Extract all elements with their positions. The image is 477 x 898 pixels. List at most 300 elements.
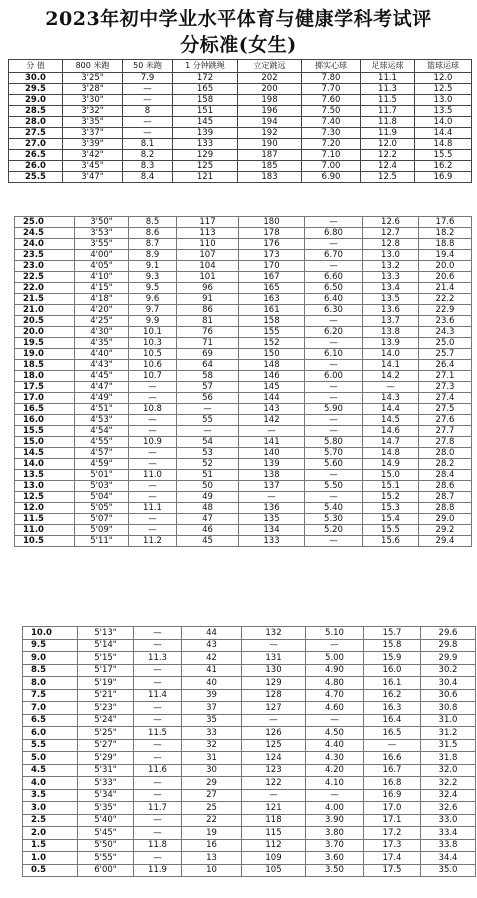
table-row [9, 73, 472, 84]
table-cell: 146 [239, 371, 305, 382]
score-cell: 4.0 [23, 777, 78, 790]
table-row [15, 272, 472, 283]
table-cell: 121 [173, 172, 238, 183]
table-cell: 125 [173, 161, 238, 172]
table-row [23, 639, 476, 652]
table-cell: 5'33" [78, 777, 134, 790]
table-cell: 125 [242, 739, 306, 752]
table-cell: 15.1 [363, 481, 419, 492]
table-cell: — [306, 714, 364, 727]
table-cell: 16.2 [364, 689, 421, 702]
table-cell: 118 [242, 814, 306, 827]
table-cell: 7.50 [302, 106, 361, 117]
table-cell: 21.4 [419, 283, 472, 294]
table-cell: 200 [238, 84, 302, 95]
table-cell: 3'35" [63, 117, 123, 128]
table-header-row [9, 60, 472, 73]
table-cell: — [306, 639, 364, 652]
score-cell: 23.5 [15, 250, 75, 261]
table-cell: 190 [238, 139, 302, 150]
table-cell: 54 [177, 437, 239, 448]
table-cell: 5'11" [75, 536, 129, 547]
table-cell: 131 [242, 652, 306, 665]
table-cell: 46 [177, 525, 239, 536]
table-cell: 17.2 [364, 827, 421, 840]
table-cell: 117 [177, 217, 239, 228]
table-cell: 127 [242, 702, 306, 715]
table-cell: 28.2 [419, 459, 472, 470]
score-cell: 8.5 [23, 664, 78, 677]
table-cell: 13 [182, 852, 242, 865]
table-cell: 8.9 [129, 250, 177, 261]
table-cell: 3'32" [63, 106, 123, 117]
table-cell: 5'25" [78, 727, 134, 740]
table-cell: 3'37" [63, 128, 123, 139]
table-cell: 52 [177, 459, 239, 470]
table-cell: 3'42" [63, 150, 123, 161]
score-cell: 22.5 [15, 272, 75, 283]
table-cell: 6.00 [305, 371, 363, 382]
table-cell: 14.0 [363, 349, 419, 360]
score-cell: 21.0 [15, 305, 75, 316]
table-cell: 12.4 [361, 161, 415, 172]
table-cell: 27.6 [419, 415, 472, 426]
table-cell: 138 [239, 470, 305, 481]
table-cell: 180 [239, 217, 305, 228]
table-cell: 5.40 [305, 503, 363, 514]
table-cell: 4'40" [75, 349, 129, 360]
table-cell: 42 [182, 652, 242, 665]
table-cell: 16.7 [364, 764, 421, 777]
table-row [9, 150, 472, 161]
table-cell: 31.0 [421, 714, 476, 727]
table-cell: 19.4 [419, 250, 472, 261]
table-cell: 76 [177, 327, 239, 338]
table-cell: 11.2 [129, 536, 177, 547]
table-row [15, 228, 472, 239]
table-row [23, 789, 476, 802]
table-cell: 4'54" [75, 426, 129, 437]
score-cell: 6.5 [23, 714, 78, 727]
table-cell: 15.0 [363, 470, 419, 481]
table-cell: 28.4 [419, 470, 472, 481]
table-cell: 3.60 [306, 852, 364, 865]
table-cell: 58 [177, 371, 239, 382]
table-row [15, 283, 472, 294]
table-cell: 165 [173, 84, 238, 95]
table-cell: — [123, 128, 173, 139]
table-cell: 81 [177, 316, 239, 327]
table-cell: — [134, 627, 182, 640]
table-row [15, 305, 472, 316]
table-cell: 9.5 [129, 283, 177, 294]
table-cell: 4.60 [306, 702, 364, 715]
table-cell: 14.8 [415, 139, 472, 150]
table-cell: 8.6 [129, 228, 177, 239]
table-cell: 183 [238, 172, 302, 183]
score-cell: 3.5 [23, 789, 78, 802]
table-cell: 5'01" [75, 470, 129, 481]
table-cell: 69 [177, 349, 239, 360]
table-cell: 30.8 [421, 702, 476, 715]
table-cell: 115 [242, 827, 306, 840]
table-cell: 91 [177, 294, 239, 305]
table-cell: 24.3 [419, 327, 472, 338]
table-cell: 4'51" [75, 404, 129, 415]
table-cell: 4.50 [306, 727, 364, 740]
table-cell: 16.2 [415, 161, 472, 172]
table-row [15, 536, 472, 547]
table-cell: — [134, 739, 182, 752]
table-cell: 4'59" [75, 459, 129, 470]
table-cell: 15.7 [364, 627, 421, 640]
table-cell: 6.50 [305, 283, 363, 294]
table-cell: 44 [182, 627, 242, 640]
table-cell: — [129, 459, 177, 470]
table-cell: 3'28" [63, 84, 123, 95]
score-cell: 16.5 [15, 404, 75, 415]
table-row [15, 371, 472, 382]
table-row [23, 839, 476, 852]
score-cell: 14.0 [15, 459, 75, 470]
score-cell: 3.0 [23, 802, 78, 815]
table-row [15, 492, 472, 503]
table-cell: 135 [239, 514, 305, 525]
table-cell: 16.3 [364, 702, 421, 715]
score-table-top [8, 59, 472, 183]
column-header: 足球运球 [361, 60, 415, 73]
table-cell: 10.7 [129, 371, 177, 382]
table-cell: 27.3 [419, 382, 472, 393]
table-cell: 13.6 [363, 305, 419, 316]
table-cell: 5.60 [305, 459, 363, 470]
table-cell: — [305, 217, 363, 228]
table-cell: 18.2 [419, 228, 472, 239]
table-cell: 140 [239, 448, 305, 459]
table-cell: — [129, 492, 177, 503]
table-row [15, 437, 472, 448]
table-cell: 53 [177, 448, 239, 459]
table-cell: 7.60 [302, 95, 361, 106]
table-cell: 30.4 [421, 677, 476, 690]
table-cell: 101 [177, 272, 239, 283]
table-cell: 14.4 [415, 128, 472, 139]
table-cell: 16 [182, 839, 242, 852]
table-cell: 6.40 [305, 294, 363, 305]
table-cell: 32.0 [421, 764, 476, 777]
table-cell: 7.30 [302, 128, 361, 139]
score-cell: 16.0 [15, 415, 75, 426]
table-cell: 12.5 [361, 172, 415, 183]
table-cell: — [134, 677, 182, 690]
table-cell: 142 [239, 415, 305, 426]
table-cell: 14.7 [363, 437, 419, 448]
table-cell: 105 [242, 864, 306, 877]
table-cell: 11.1 [129, 503, 177, 514]
table-cell: 27.8 [419, 437, 472, 448]
table-cell: 10.3 [129, 338, 177, 349]
score-cell: 27.0 [9, 139, 63, 150]
table-cell: 17.0 [364, 802, 421, 815]
table-row [15, 239, 472, 250]
table-cell: 13.7 [363, 316, 419, 327]
table-cell: 64 [177, 360, 239, 371]
table-cell: 5'15" [78, 652, 134, 665]
table-cell: 6.80 [305, 228, 363, 239]
column-header: 分 值 [9, 60, 63, 73]
table-cell: 3'45" [63, 161, 123, 172]
score-cell: 7.0 [23, 702, 78, 715]
table-cell: 6'00" [78, 864, 134, 877]
table-cell: 17.5 [364, 864, 421, 877]
score-cell: 29.0 [9, 95, 63, 106]
table-cell: 10.6 [129, 360, 177, 371]
table-cell: 7.00 [302, 161, 361, 172]
table-cell: 49 [177, 492, 239, 503]
table-cell: 163 [239, 294, 305, 305]
table-cell: 33.0 [421, 814, 476, 827]
table-cell: 6.10 [305, 349, 363, 360]
table-row [15, 316, 472, 327]
table-cell: 16.8 [364, 777, 421, 790]
table-cell: 50 [177, 481, 239, 492]
table-cell: 14.9 [363, 459, 419, 470]
table-cell: 15.2 [363, 492, 419, 503]
table-row [23, 777, 476, 790]
table-cell: 31.2 [421, 727, 476, 740]
column-header: 800 米跑 [63, 60, 123, 73]
table-cell: 57 [177, 382, 239, 393]
score-cell: 12.5 [15, 492, 75, 503]
table-cell: 7.20 [302, 139, 361, 150]
table-cell: 11.3 [134, 652, 182, 665]
table-row [23, 689, 476, 702]
score-cell: 1.0 [23, 852, 78, 865]
table-cell: 6.20 [305, 327, 363, 338]
table-cell: — [129, 393, 177, 404]
table-cell: 14.0 [415, 117, 472, 128]
table-cell: 29.4 [419, 536, 472, 547]
table-cell: 32.4 [421, 789, 476, 802]
table-cell: — [305, 415, 363, 426]
table-cell: 5.00 [306, 652, 364, 665]
table-cell: 7.40 [302, 117, 361, 128]
score-cell: 13.5 [15, 470, 75, 481]
score-cell: 0.5 [23, 864, 78, 877]
table-cell: 7.9 [123, 73, 173, 84]
table-cell: 4.30 [306, 752, 364, 765]
score-cell: 5.5 [23, 739, 78, 752]
table-cell: 8.3 [123, 161, 173, 172]
table-cell: 4'47" [75, 382, 129, 393]
table-cell: 128 [242, 689, 306, 702]
table-cell: 29.0 [419, 514, 472, 525]
table-cell: 129 [173, 150, 238, 161]
table-cell: 16.0 [364, 664, 421, 677]
table-row [15, 360, 472, 371]
table-cell: 5'34" [78, 789, 134, 802]
table-cell: 155 [239, 327, 305, 338]
table-cell: 10.1 [129, 327, 177, 338]
score-cell: 20.0 [15, 327, 75, 338]
table-cell: 25 [182, 802, 242, 815]
score-cell: 23.0 [15, 261, 75, 272]
table-cell: 4'05" [75, 261, 129, 272]
column-header: 1 分钟跳绳 [173, 60, 238, 73]
table-row [23, 852, 476, 865]
table-cell: 4'18" [75, 294, 129, 305]
table-row [15, 459, 472, 470]
table-cell: 137 [239, 481, 305, 492]
table-cell: 7.80 [302, 73, 361, 84]
score-cell: 8.0 [23, 677, 78, 690]
table-cell: 3.70 [306, 839, 364, 852]
table-cell: 187 [238, 150, 302, 161]
table-cell: — [129, 426, 177, 437]
table-cell: 40 [182, 677, 242, 690]
score-cell: 26.5 [9, 150, 63, 161]
table-row [23, 727, 476, 740]
table-cell: 26.4 [419, 360, 472, 371]
table-cell: 11.4 [134, 689, 182, 702]
score-cell: 30.0 [9, 73, 63, 84]
table-cell: 25.0 [419, 338, 472, 349]
table-cell: 104 [177, 261, 239, 272]
table-cell: 3.90 [306, 814, 364, 827]
table-cell: 15.9 [364, 652, 421, 665]
score-cell: 11.0 [15, 525, 75, 536]
table-cell: 4'20" [75, 305, 129, 316]
table-row [9, 106, 472, 117]
table-cell: 4'30" [75, 327, 129, 338]
table-cell: 178 [239, 228, 305, 239]
table-cell: 19 [182, 827, 242, 840]
table-cell: 35 [182, 714, 242, 727]
table-cell: 18.8 [419, 239, 472, 250]
table-cell: 4.80 [306, 677, 364, 690]
table-cell: 8.1 [123, 139, 173, 150]
table-cell: 27.5 [419, 404, 472, 415]
table-row [15, 514, 472, 525]
table-cell: — [305, 470, 363, 481]
table-cell: — [364, 739, 421, 752]
table-cell: 13.8 [363, 327, 419, 338]
score-cell: 9.0 [23, 652, 78, 665]
table-row [23, 652, 476, 665]
table-row [9, 161, 472, 172]
table-cell: — [305, 426, 363, 437]
table-cell: 9.6 [129, 294, 177, 305]
table-cell: 16.5 [364, 727, 421, 740]
table-cell: 198 [238, 95, 302, 106]
score-cell: 13.0 [15, 481, 75, 492]
table-cell: 152 [239, 338, 305, 349]
table-cell: 12.6 [363, 217, 419, 228]
score-table-middle [14, 216, 472, 547]
table-cell: 15.4 [363, 514, 419, 525]
table-cell: 14.3 [363, 393, 419, 404]
table-cell: 14.6 [363, 426, 419, 437]
table-cell: 33.8 [421, 839, 476, 852]
table-cell: 5'19" [78, 677, 134, 690]
table-cell: 3'25" [63, 73, 123, 84]
column-header: 篮球运球 [415, 60, 472, 73]
table-cell: 145 [173, 117, 238, 128]
table-cell: 48 [177, 503, 239, 514]
table-cell: 5.90 [305, 404, 363, 415]
table-cell: — [134, 664, 182, 677]
table-cell: 134 [239, 525, 305, 536]
score-cell: 25.0 [15, 217, 75, 228]
table-cell: 14.2 [363, 371, 419, 382]
table-row [15, 503, 472, 514]
score-cell: 10.5 [15, 536, 75, 547]
score-cell: 18.5 [15, 360, 75, 371]
table-cell: 5'35" [78, 802, 134, 815]
table-cell: 23.6 [419, 316, 472, 327]
table-cell: 158 [173, 95, 238, 106]
table-cell: 11.8 [361, 117, 415, 128]
table-cell: — [134, 752, 182, 765]
table-row [9, 117, 472, 128]
table-row [15, 250, 472, 261]
table-row [15, 327, 472, 338]
score-cell: 17.0 [15, 393, 75, 404]
table-cell: 4'45" [75, 371, 129, 382]
table-cell: 107 [177, 250, 239, 261]
table-cell: 5'23" [78, 702, 134, 715]
table-row [23, 802, 476, 815]
table-cell: — [242, 789, 306, 802]
table-cell: — [134, 827, 182, 840]
table-cell: 25.7 [419, 349, 472, 360]
table-cell: — [305, 261, 363, 272]
table-cell: 132 [242, 627, 306, 640]
table-cell: 33.4 [421, 827, 476, 840]
table-cell: 45 [177, 536, 239, 547]
table-cell: 29.9 [421, 652, 476, 665]
table-cell: 9.1 [129, 261, 177, 272]
table-cell: 173 [239, 250, 305, 261]
table-cell: 5'07" [75, 514, 129, 525]
score-cell: 19.0 [15, 349, 75, 360]
table-cell: 5'31" [78, 764, 134, 777]
table-cell: 32.2 [421, 777, 476, 790]
table-cell: 144 [239, 393, 305, 404]
table-cell: 11.7 [361, 106, 415, 117]
table-cell: 12.7 [363, 228, 419, 239]
table-cell: 37 [182, 702, 242, 715]
table-cell: 133 [239, 536, 305, 547]
table-cell: 10.5 [129, 349, 177, 360]
table-cell: 30.2 [421, 664, 476, 677]
score-cell: 25.5 [9, 172, 63, 183]
table-cell: 5'55" [78, 852, 134, 865]
table-cell: 6.90 [302, 172, 361, 183]
table-cell: — [305, 338, 363, 349]
table-cell: 165 [239, 283, 305, 294]
table-cell: 4.90 [306, 664, 364, 677]
table-cell: 10 [182, 864, 242, 877]
table-cell: — [134, 777, 182, 790]
table-cell: — [242, 639, 306, 652]
score-cell: 22.0 [15, 283, 75, 294]
table-cell: — [123, 95, 173, 106]
table-cell: 20.6 [419, 272, 472, 283]
table-cell: 28.6 [419, 481, 472, 492]
score-cell: 19.5 [15, 338, 75, 349]
table-cell: 109 [242, 852, 306, 865]
